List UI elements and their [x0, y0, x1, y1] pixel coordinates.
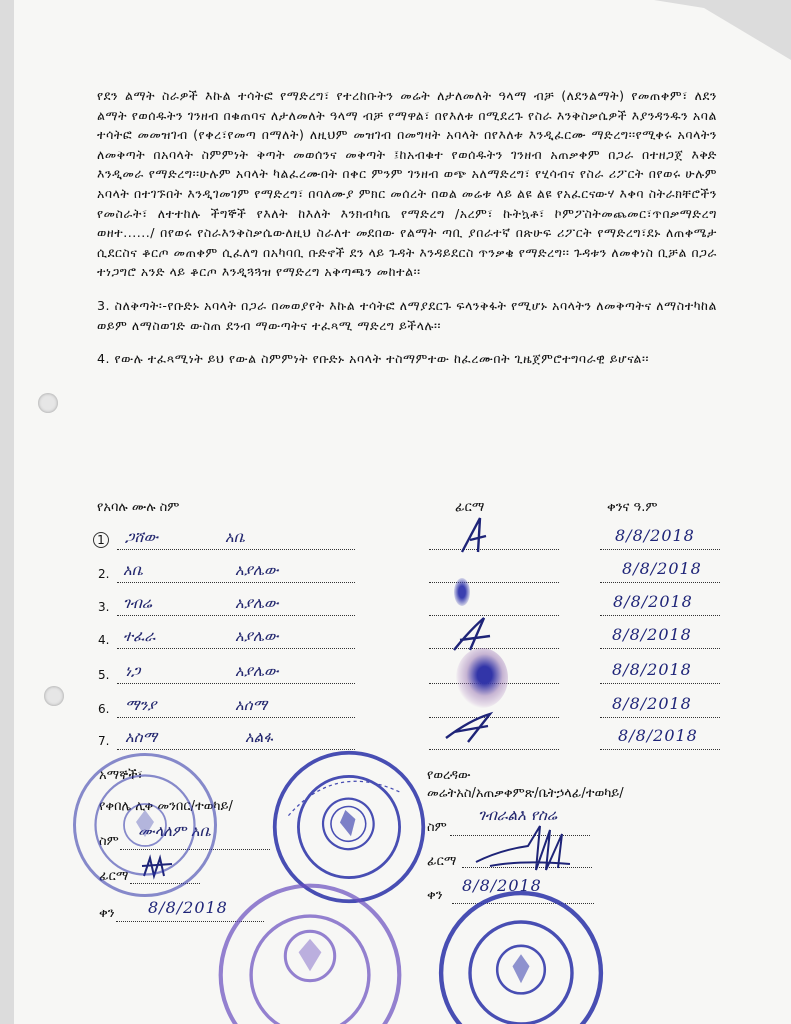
member-date: 8/8/2018	[612, 625, 692, 644]
member-first-name: ማንያ	[125, 696, 157, 714]
paragraph-duties: የደን ልማት ስራዎች እኩል ተሳትፎ የማድረግ፣ የተረከቡትን መሬት ለታለመለት ዓላማ ብቻ (ለደንልማት) የመጠቀም፣ ለደን ልማት የወሰዱትን ገንዘብ በቁጠባና ለታለመለት ዓላማ ብቻ የማዋል፣ በየእለቱ በሚደረጉ የስራ እንቅስቃሴዎች እያንዳንዱን አባል ተሳትፎ መመዝገብ (የቀረ፣የመጣ በማለት) ለዚህም መዝገብ በመግዛት አባላት በየእለቱ እንዲፈርሙ ማድረግ፡፡የሚቀሩ አባላትን ለመቅጣት በአባላት ስምምነት ቅጣት መወሰንና መቅጣት ፤ከአብቁተ የወሰዱትን ገንዘብ አጠቃቀም በጋራ በተዘጋጀ እቅድ እንዲመራ የማድረግ፡፡ሁሉም አባላት ካልፈረሙበት በቀር ምንም ገንዘብ ወጭ አለማድረግ፣ የሂሳብና የስራ ሪፖርት በየወሩ ሁሉም አባላት በተገኙበት እንዲገመገም የማድረግ፣ በባለሙያ ምክር መሰረት በወል መሬቱ ላይ ልዩ ልዩ የአፈርናውሃ እቀባ ስትራክቸሮችን የመስራት፣ ለተተከሉ ችግኞች የእለት ከእለት እንክብካቤ የማድረግ /አረም፣ ኩትኳቶ፣ ኮምፖስትመጨመር፣ጥበቃማድረግ ወዘተ....../ በየወሩ የስራእንቅስቃሴውለዚህ ስራለተ መደበው የልማት ጣቢ ያበራተኛ በጽሁፍ ሪፖርት የማድረግ፣ደኑ ለጠቀሜታ ሲደርስና ቆርጦ መጠቀም ሲፈለግ በአካባቢ ቡድኖች ደን ላይ ጉዳት እንዳይደርስ ጥንቃቄ የማድረግ፡፡ ጉዳቱን ለመቀነስ ቢቻል በጋራ ተነጋግሮ አንድ ላይ ቆርጦ እንዲጓጓዝ የማድረግ አቅጣጫን መከተል፡፡	[97, 88, 717, 280]
registrar-role: መሬትአስ/አጠቃቀምጽ/ቤትኃላፊ/ተወካይ/	[427, 786, 624, 801]
member-row	[95, 592, 725, 620]
header-name: የአባሉ ሙሉ ስም	[97, 500, 180, 515]
member-first-name: ነጋ	[125, 662, 141, 680]
stamp-seal	[436, 888, 606, 1024]
member-number: 7.	[98, 734, 110, 748]
registrar-name-value: ገብራልእ የስሬ	[478, 806, 557, 824]
contract-body	[97, 86, 717, 383]
witness-name-label: ስም	[99, 834, 119, 849]
stamp-seal	[215, 880, 405, 1024]
punch-hole-bottom	[44, 686, 64, 706]
member-row	[95, 660, 725, 688]
member-row	[95, 559, 725, 587]
member-number: 2.	[98, 567, 110, 581]
member-row	[95, 526, 725, 554]
member-last-name: አያሌው	[235, 627, 279, 645]
witness-title: አማኞች፣	[99, 768, 143, 783]
member-number: 1	[93, 532, 109, 548]
registrar-sign-label: ፊርማ	[427, 854, 457, 869]
member-first-name: ገብሬ	[123, 594, 152, 612]
member-last-name: አቤ	[225, 528, 246, 546]
member-date: 8/8/2018	[612, 660, 692, 679]
member-row	[95, 694, 725, 722]
member-number: 4.	[98, 633, 110, 647]
witness-date-value: 8/8/2018	[148, 898, 228, 917]
member-first-name: ተፈራ	[123, 627, 156, 645]
member-last-name: አያሌው	[235, 662, 279, 680]
registrar-name-label: ስም	[427, 820, 447, 835]
member-first-name: አቤ	[123, 561, 144, 579]
member-date: 8/8/2018	[612, 694, 692, 713]
member-number: 5.	[98, 668, 110, 682]
member-row	[95, 625, 725, 653]
stamp-seal	[70, 750, 220, 900]
member-last-name: አሰማ	[235, 696, 268, 714]
registrar-date-value: 8/8/2018	[462, 876, 542, 895]
member-date: 8/8/2018	[613, 592, 693, 611]
witness-role: የቀበሌ ሊቀ መንበር/ተወካይ/	[99, 799, 233, 814]
header-signature: ፊርማ	[455, 500, 485, 515]
member-number: 3.	[98, 600, 110, 614]
witness-sign-label: ፊርማ	[99, 869, 129, 884]
member-number: 6.	[98, 702, 110, 716]
registrar-title: የወረዳው	[427, 768, 471, 783]
member-last-name: አያሌው	[235, 561, 279, 579]
member-first-name: አስማ	[125, 728, 158, 746]
registrar-signature	[470, 820, 580, 880]
witness-name-value: ሙላለም አቤ	[138, 822, 212, 840]
punch-hole-top	[38, 393, 58, 413]
member-last-name: አያሌው	[235, 594, 279, 612]
paragraph-effect: 4. የውሉ ተፈጻሚነት ይህ የውል ስምምነት የቡድኑ አባላት ተስማምተው ከፈረሙበት ጊዜጀምሮተግባራዊ ይሆናል፡፡	[97, 351, 649, 367]
member-last-name: አልፋ	[245, 728, 273, 746]
member-date: 8/8/2018	[622, 559, 702, 578]
signature-marks	[440, 510, 560, 750]
paragraph-penalty: 3. ስለቅጣት፡-የቡድኑ አባላት በጋራ በመወያየት እኩል ተሳትፎ ለማያደርጉ ፍላንቅፋት የሚሆኑ አባላትን ለመቅጣትና ለማስተካከል ወይም ለማስወገድ ውስጠ ደንብ ማውጣትና ተፈጻሚ ማድረግ ይችላሉ፡፡	[97, 297, 717, 333]
member-date: 8/8/2018	[618, 726, 698, 745]
header-date: ቀንና ዓ.ም	[607, 500, 658, 515]
member-date: 8/8/2018	[615, 526, 695, 545]
registrar-date-label: ቀን	[427, 888, 443, 903]
witness-date-label: ቀን	[99, 906, 115, 921]
member-first-name: ጋሸው	[125, 528, 159, 546]
